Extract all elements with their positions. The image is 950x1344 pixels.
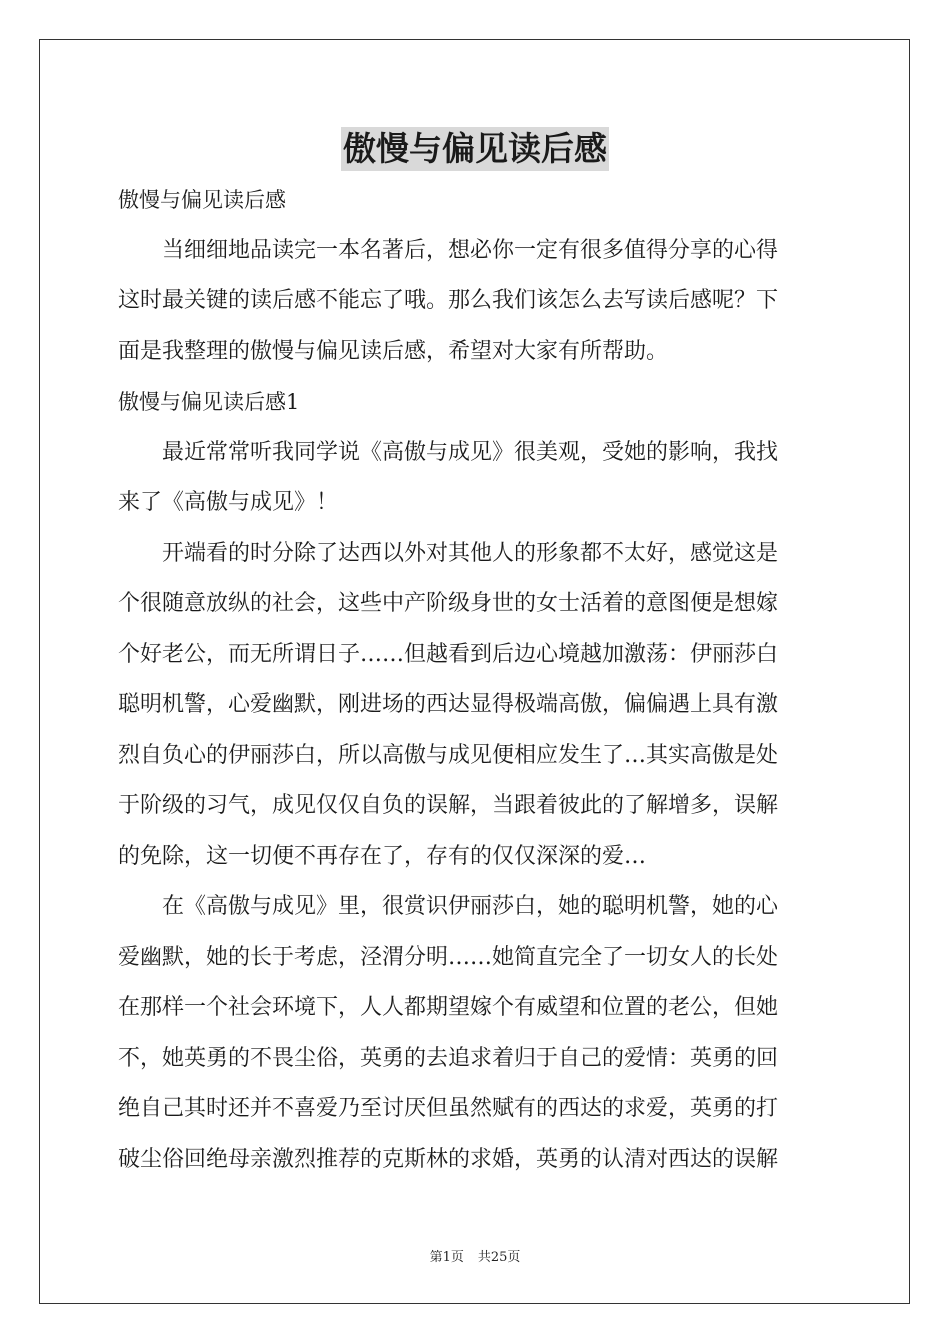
body-line: 在那样一个社会环境下，人人都期望嫁个有威望和位置的老公，但她 — [118, 995, 779, 1020]
body-line: 最近常常听我同学说《高傲与成见》很美观，受她的影响，我找 — [162, 439, 779, 465]
body-line: 来了《高傲与成见》！ — [118, 490, 339, 515]
body-line: 破尘俗回绝母亲激烈推荐的克斯林的求婚，英勇的认清对西达的误解 — [118, 1146, 779, 1172]
body-line: 个好老公，而无所谓日子……但越看到后边心境越加激荡：伊丽莎白 — [118, 641, 779, 667]
page-number: 第1页 — [429, 1250, 464, 1265]
page-total: 共25页 — [477, 1250, 521, 1265]
body-line: 个很随意放纵的社会，这些中产阶级身世的女士活着的意图便是想嫁 — [118, 591, 779, 616]
body-line: 面是我整理的傲慢与偏见读后感，希望对大家有所帮助。 — [118, 338, 669, 364]
body-line: 爱幽默，她的长于考虑，泾渭分明……她简直完全了一切女人的长处 — [118, 944, 779, 970]
body-line: 当细细地品读完一本名著后，想必你一定有很多值得分享的心得 — [162, 237, 779, 263]
document-body — [118, 175, 834, 1185]
section-heading: 傲慢与偏见读后感1 — [118, 390, 300, 414]
body-line: 在《高傲与成见》里，很赏识伊丽莎白，她的聪明机警，她的心 — [162, 894, 779, 919]
body-line: 聪明机警，心爱幽默，刚进场的西达显得极端高傲，偏偏遇上具有激 — [118, 692, 779, 717]
body-line: 烈自负心的伊丽莎白，所以高傲与成见便相应发生了…其实高傲是处 — [118, 742, 779, 768]
body-line: 的免除，这一切便不再存在了，存有的仅仅深深的爱… — [118, 843, 647, 869]
document-title: 傲慢与偏见读后感 — [341, 127, 609, 171]
body-line: 开端看的时分除了达西以外对其他人的形象都不太好，感觉这是 — [162, 540, 779, 566]
body-line: 于阶级的习气，成见仅仅自负的误解，当跟着彼此的了解增多，误解 — [118, 793, 779, 818]
body-line: 这时最关键的读后感不能忘了哦。那么我们该怎么去写读后感呢？下 — [118, 288, 779, 313]
page-footer — [0, 1246, 950, 1265]
body-line: 绝自己其时还并不喜爱乃至讨厌但虽然赋有的西达的求爱，英勇的打 — [118, 1096, 779, 1121]
title-container — [0, 127, 950, 171]
body-line: 不，她英勇的不畏尘俗，英勇的去追求着归于自己的爱情：英勇的回 — [118, 1045, 779, 1071]
body-heading: 傲慢与偏见读后感 — [118, 188, 286, 212]
